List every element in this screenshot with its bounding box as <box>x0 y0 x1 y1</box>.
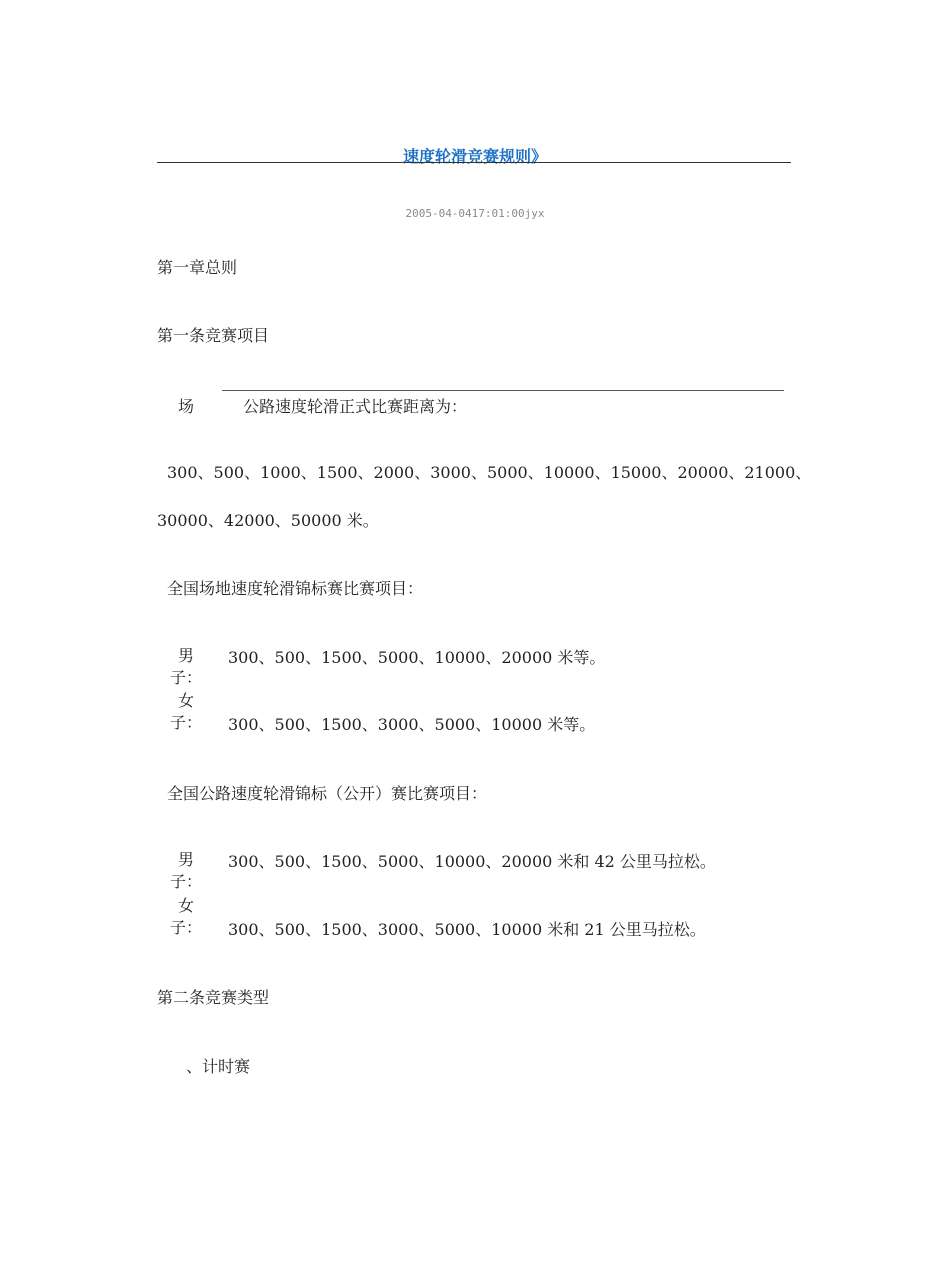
article-2-heading: 第二条竞赛类型 <box>157 988 270 1007</box>
field-women-events: 300、500、1500、3000、5000、10000 米等。 <box>228 715 596 734</box>
date-line: 2005-04-0417:01:00jyx <box>405 207 545 220</box>
road-men-label-top: 男 <box>178 850 195 869</box>
field-men-label <box>170 645 202 689</box>
document-title[interactable]: 速度轮滑竞赛规则》 <box>402 147 547 166</box>
title-underline <box>157 162 791 163</box>
field-men-label-bottom: 子： <box>170 668 203 687</box>
venue-label: 场 <box>178 397 195 416</box>
road-women-events: 300、500、1500、3000、5000、10000 米和 21 公里马拉松。 <box>228 920 706 939</box>
road-men-label <box>170 849 202 893</box>
national-field-heading: 全国场地速度轮滑锦标赛比赛项目： <box>167 579 424 598</box>
distances-line-1: 300、500、1000、1500、2000、3000、5000、10000、15000、20000、21000、 <box>167 463 812 482</box>
field-men-events: 300、500、1500、5000、10000、20000 米等。 <box>228 648 606 667</box>
chapter-heading: 第一章总则 <box>157 258 238 277</box>
road-men-events: 300、500、1500、5000、10000、20000 米和 42 公里马拉松。 <box>228 852 716 871</box>
article-1-heading: 第一条竞赛项目 <box>157 326 270 345</box>
field-women-label <box>170 690 202 734</box>
road-men-label-bottom: 子： <box>170 872 203 891</box>
road-intro: 公路速度轮滑正式比赛距离为： <box>243 397 468 416</box>
field-men-label-top: 男 <box>178 646 195 665</box>
distances-line-2: 30000、42000、50000 米。 <box>157 511 379 530</box>
section-divider <box>222 390 784 391</box>
road-women-label-top: 女 <box>178 896 195 915</box>
field-women-label-top: 女 <box>178 691 195 710</box>
national-road-heading: 全国公路速度轮滑锦标（公开）赛比赛项目： <box>167 784 488 803</box>
road-women-label-bottom: 子： <box>170 918 203 937</box>
road-women-label <box>170 895 202 939</box>
field-women-label-bottom: 子： <box>170 713 203 732</box>
timed-race-item: 、计时赛 <box>186 1057 251 1076</box>
